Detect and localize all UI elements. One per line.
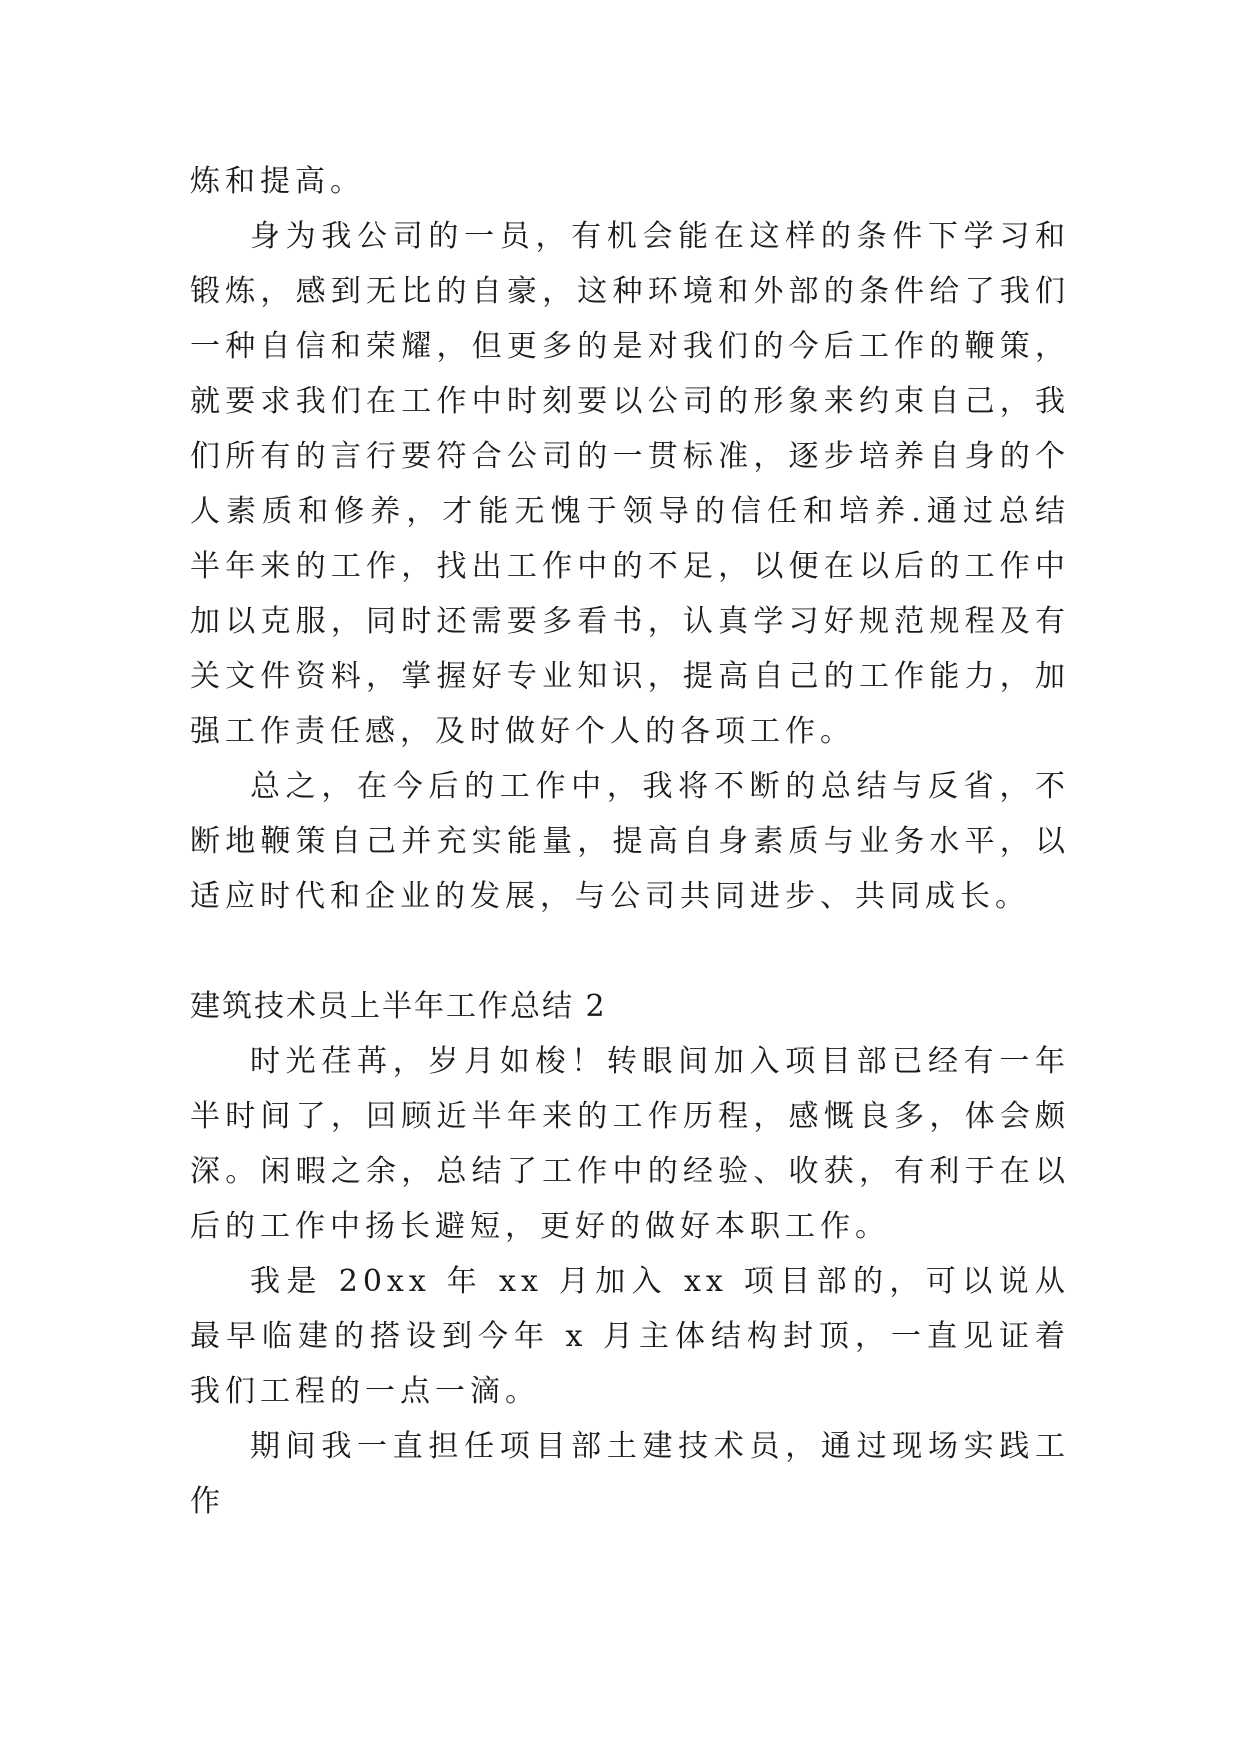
paragraph-continuation: 炼和提高。 [190,164,365,199]
paragraph-role: 期间我一直担任项目部土建技术员，通过现场实践工作 [190,1429,1070,1519]
paragraph-conclusion: 总之，在今后的工作中，我将不断的总结与反省，不断地鞭策自己并充实能量，提高自身素质与业务水平，以适应时代和企业的发展，与公司共同进步、共同成长。 [190,769,1070,914]
document-body [190,154,1070,1529]
paragraph-company-member: 身为我公司的一员，有机会能在这样的条件下学习和锻炼，感到无比的自豪，这种环境和外部的条件给了我们一种自信和荣耀，但更多的是对我们的今后工作的鞭策，就要求我们在工作中时刻要以公司的形象来约束自己，我们所有的言行要符合公司的一贯标准，逐步培养自身的个人素质和修养，才能无愧于领导的信任和培养.通过总结半年来的工作，找出工作中的不足，以便在以后的工作中加以克服，同时还需要多看书，认真学习好规范规程及有关文件资料，掌握好专业知识，提高自己的工作能力，加强工作责任感，及时做好个人的各项工作。 [190,219,1070,749]
section-title: 建筑技术员上半年工作总结 2 [190,989,607,1024]
paragraph-intro: 时光荏苒，岁月如梭！转眼间加入项目部已经有一年半时间了，回顾近半年来的工作历程，感慨良多，体会颇深。闲暇之余，总结了工作中的经验、收获，有利于在以后的工作中扬长避短，更好的做好本职工作。 [190,1044,1070,1244]
paragraph-joined-project: 我是 20xx 年 xx 月加入 xx 项目部的，可以说从最早临建的搭设到今年 x 月主体结构封顶，一直见证着我们工程的一点一滴。 [190,1264,1070,1409]
